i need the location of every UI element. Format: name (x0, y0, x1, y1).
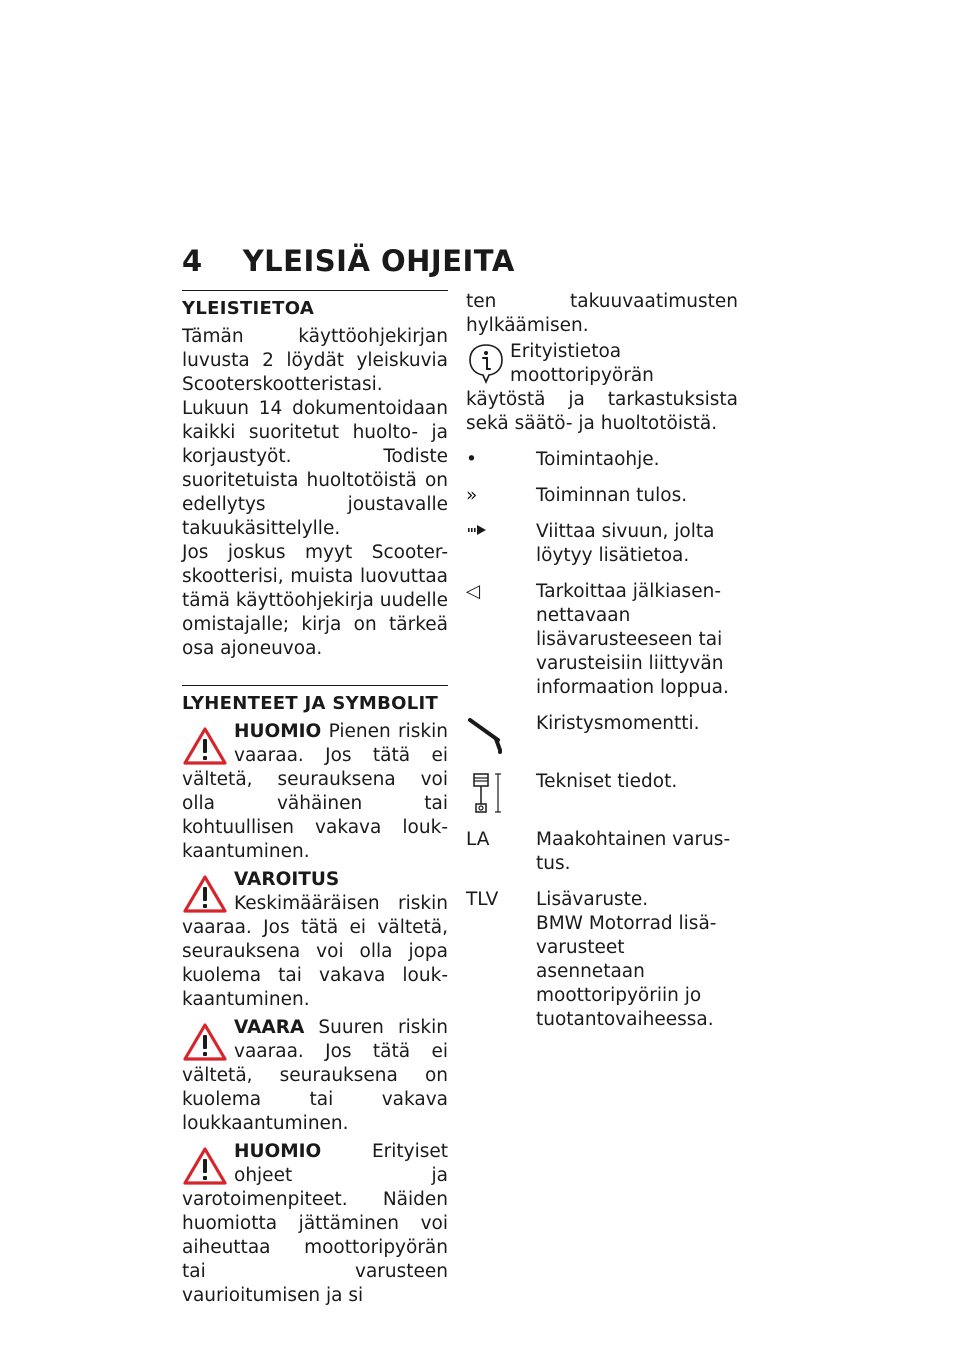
symbol-key-cell (466, 828, 536, 876)
info-note (466, 340, 738, 436)
continuation-text: ten takuuvaatimusten hylkäämisen. (466, 291, 738, 336)
symbol-description: Maakohtainen varustus. (536, 829, 731, 874)
section-rule (182, 290, 448, 291)
symbol-key-cell (466, 770, 536, 816)
chapter-name: YLEISIÄ OHJEITA (242, 244, 515, 278)
arrow-reference-icon (466, 520, 490, 540)
torque-wrench-icon (466, 712, 512, 758)
symbol-key-cell (466, 580, 536, 700)
symbol-row (466, 484, 738, 508)
info-icon (466, 342, 506, 384)
notice-label: HUOMIO (234, 721, 322, 742)
symbol-text (536, 484, 738, 508)
symbol-row (466, 770, 738, 816)
symbol-text (536, 888, 738, 1032)
notice-list (182, 720, 448, 1308)
notice-label: VAARA (234, 1017, 305, 1038)
section-heading-symbols: LYHENTEET JA SYMBOLIT (182, 693, 439, 714)
symbol-description: Toimintaohje. (536, 449, 660, 470)
symbol-description: Kiristysmomentti. (536, 713, 700, 734)
symbol-text (536, 828, 738, 876)
symbol-text (536, 520, 738, 568)
bullet-icon: • (466, 449, 477, 470)
notice-label: HUOMIO (234, 1141, 322, 1162)
technical-data-icon (466, 770, 506, 816)
symbol-description: Viittaa sivuun, jolta löytyy lisätietoa. (536, 521, 715, 566)
symbol-description: Tarkoittaa jälkiasennettavaan lisävarusteeseen tai varusteisiin liittyvän informaation loppua. (536, 581, 729, 698)
chapter-title (182, 244, 515, 278)
warning-triangle-icon (182, 1146, 228, 1186)
warning-triangle-icon (182, 874, 228, 914)
notice-item (182, 1140, 448, 1308)
symbol-list (466, 448, 738, 1032)
symbol-description: Lisävaruste. (536, 889, 649, 910)
symbol-key-cell (466, 888, 536, 1032)
section-heading-general: YLEISTIETOA (182, 298, 315, 319)
right-column (466, 290, 738, 1032)
symbol-key-cell (466, 520, 536, 568)
notice-item (182, 1016, 448, 1136)
notice-text: Keskimääräisen riskin vaaraa. Jos tätä ei vältetä, seurauksena voi olla jopa kuolema tai vakava loukkaantuminen. (182, 893, 448, 1010)
symbol-text (536, 448, 738, 472)
symbol-description: BMW Motorrad lisävarusteet asennetaan moottoripyöriin jo tuotantovaiheessa. (536, 913, 717, 1030)
symbol-text (536, 712, 738, 758)
symbol-row (466, 828, 738, 876)
left-column (182, 290, 448, 1308)
symbol-row (466, 520, 738, 568)
symbol-key: LA (466, 829, 490, 850)
symbol-key: TLV (466, 889, 499, 910)
symbol-row (466, 448, 738, 472)
notice-item (182, 720, 448, 864)
notice-text: Pienen riskin vaaraa. Jos tätä ei vältetä, seurauksena voi olla vähäinen tai kohtuullisen vakava loukkaantuminen. (182, 721, 448, 862)
end-marker-icon: ◁ (466, 581, 481, 602)
notice-text: Suuren riskin vaaraa. Jos tätä ei vältetä, seurauksena on kuolema tai vakava loukkaantuminen. (182, 1017, 448, 1134)
notice-text: Erityiset ohjeet ja varotoimenpiteet. Näiden huomiotta jättäminen voi aiheuttaa moottoripyörän tai varusteen vaurioitumisen ja si (182, 1141, 448, 1306)
symbol-key-cell (466, 448, 536, 472)
result-icon: » (466, 485, 478, 506)
section-rule (182, 685, 448, 686)
general-paragraph-1: Tämän käyttöohjekirjan luvusta 2 löydät yleiskuvia Scooterskootteristasi. Lukuun 14 dokumentoidaan kaikki suoritetut huolto- ja korjaustyöt. Todiste suoritetuista huoltotöistä on edellytys joustavalle takuukäsittelylle. (182, 326, 448, 539)
warning-triangle-icon (182, 1022, 228, 1062)
symbol-description: Toiminnan tulos. (536, 485, 688, 506)
symbol-row (466, 712, 738, 758)
symbol-key-cell (466, 712, 536, 758)
general-paragraph-2: Jos joskus myyt Scooter-skootterisi, muista luovuttaa tämä käyttöohjekirja uudelle omistajalle; kirja on tärkeä osa ajoneuvoa. (182, 542, 448, 659)
notice-label: VAROITUS (234, 869, 340, 890)
chapter-number: 4 (182, 244, 203, 278)
symbol-row (466, 580, 738, 700)
symbol-description: Tekniset tiedot. (536, 771, 678, 792)
notice-item (182, 868, 448, 1012)
symbol-row (466, 888, 738, 1032)
symbol-text (536, 580, 738, 700)
warning-triangle-icon (182, 726, 228, 766)
symbol-text (536, 770, 738, 816)
info-note-text: Erityistietoa moottoripyörän käytöstä ja tarkastuksista sekä säätö- ja huoltotöistä. (466, 341, 738, 434)
symbol-key-cell (466, 484, 536, 508)
